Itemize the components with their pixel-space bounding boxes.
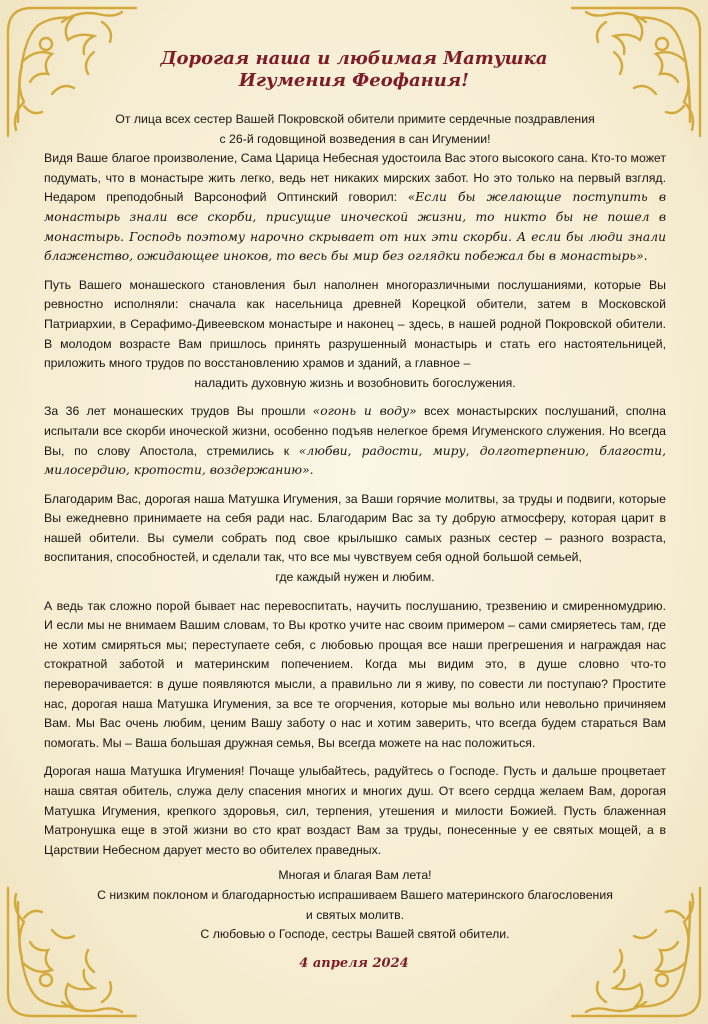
closing-signature: С любовью о Господе, сестры Вашей святой обители. (200, 927, 510, 942)
paragraph-text: За 36 лет монашеских трудов Вы прошли (44, 404, 313, 419)
paragraph: Дорогая наша Матушка Игумения! Почаще улыбайтесь, радуйтесь о Господе. Пусть и дальше процветает наша святая обитель, служа делу спасения многих и многих душ. От всего сердца желаем Вам, дорогая Матушка Игумения, крепкого здоровья, сил, терпения, утешения и милости Божией. Пусть блаженная Матронушка еще в этой жизни во сто крат воздаст Вам за труды, понесенные у ее святых мощей, а в Царствии Небесном дарует место во обителех праведных. (44, 764, 666, 857)
paragraph: Путь Вашего монашеского становления был наполнен многоразличными послушаниями, которые Вы ревностно исполняли: сначала как насельница древней Корецкой обители, затем в Московской Патриархии, в Серафимо-Дивеевском монастыре и наконец – здесь, в нашей родной Покровской обители. В молодом возрасте Вам пришлось принять разрушенный монастырь и стать его настоятельницей, приложить много трудов по восстановлению храмов и зданий, а главное – (44, 277, 666, 371)
quote: «огонь и воду» (312, 404, 417, 419)
closing-line: С низким поклоном и благодарностью испрашиваем Вашего материнского благословения (97, 887, 613, 902)
paragraph-end: наладить духовную жизнь и возобновить богослужения. (194, 375, 516, 390)
paragraph-text: Видя Ваше благое произволение, Сама Царица Небесная удостоила Вас этого высокого сана. Кто-то может подумать, что в монастыре жить легко, ведь нет никаких мирских забот. Но это только на первый взгляд. Недаром преподобный Варсонофий Оптинский говорил: (44, 151, 666, 205)
paragraph (44, 149, 666, 267)
intro-line: с 26-й годовщиной возведения в сан Игумении! (219, 131, 491, 146)
closing-line: Многая и благая Вам лета! (278, 868, 432, 883)
paragraph (44, 402, 666, 480)
paragraph: А ведь так сложно порой бывает нас перевоспитать, научить послушанию, трезвению и смиренномудрию. И если мы не внимаем Вашим словам, то Вы кротко учите нас своим примером – сами смиряетесь там, где не хотим смиряться мы; переступаете себя, с любовью прощая все наши прегрешения и награждая нас стократной заботой и материнским попечением. Когда мы видим это, в душе словно что-то переворачивается: в душе появляются мысли, а правильно ли я живу, по совести ли поступаю? Простите нас, дорогая наша Матушка Игумения, за все те огорчения, которые мы вольно или невольно причиняем Вам. Мы Вас очень любим, ценим Вашу заботу о нас и хотим заверить, что всегда будем стараться Вам помогать. Мы – Ваша большая дружная семья, Вы всегда можете на нас положиться. (44, 598, 666, 750)
paragraph: Благодарим Вас, дорогая наша Матушка Игумения, за Ваши горячие молитвы, за труды и подвиги, которые Вы ежедневно принимаете на себя ради нас. Благодарим Вас за ту добрую атмосферу, которая царит в нашей обители. Вы сумели собрать под свое крылышко самых разных сестер – разного возраста, воспитания, способностей, и сделали так, что все мы чувствуем себя одной большой семьей, (44, 491, 666, 565)
page-title-name: Игумения Феофания! (238, 70, 470, 91)
letter-body (44, 110, 666, 945)
closing-line: и святых молитв. (305, 907, 405, 922)
paragraph-end: где каждый нужен и любим. (275, 570, 435, 585)
page-title: Дорогая наша и любимая Матушка (160, 48, 548, 69)
paragraph-text: всех монастырских послушаний, сполна испытали все скорби иноческой жизни, особенно подъяв нелегкое бремя Игуменского служения. Но всегда Вы, по слову Апостола, стремились к (44, 404, 666, 458)
quote: «Если бы желающие поступить в монастырь знали все скорби, присущие иноческой жизни, то никто бы не пошел в монастырь. Господь поэтому нарочно скрывает от них эти скорби. А если бы люди знали блаженство, ожидающее иноков, то весь бы мир без оглядки побежал бы в монастырь». (44, 190, 666, 264)
quote: «любви, радости, миру, долготерпению, благости, милосердию, кротости, воздержанию». (44, 443, 666, 478)
letter-date: 4 апреля 2024 (299, 956, 409, 971)
intro-line: От лица всех сестер Вашей Покровской обители примите сердечные поздравления (115, 112, 595, 126)
